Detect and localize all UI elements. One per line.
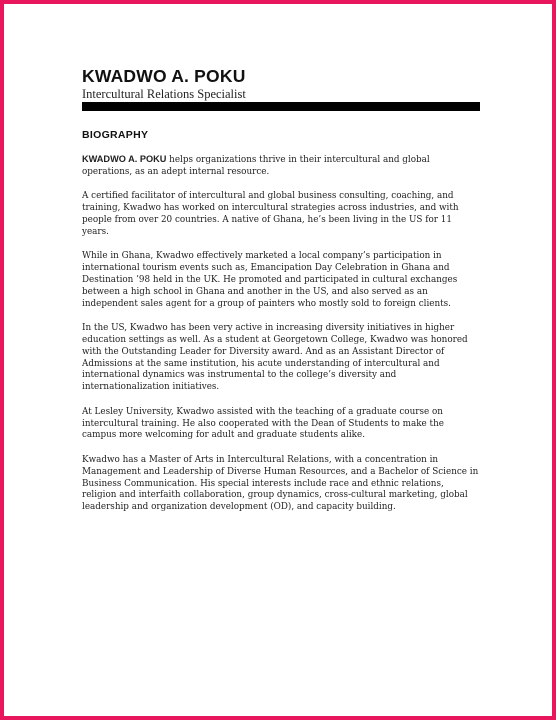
bio-paragraph-intro (82, 154, 480, 179)
section-heading-biography: BIOGRAPHY (82, 129, 149, 141)
bio-paragraph: While in Ghana, Kwadwo effectively marketed a local company’s participation in international tourism events such as, Emancipation Day Celebration in Ghana and Destination ’98 held in the UK. He promoted and participated in cultural exchanges between a high school in Ghana and another in the US, and also served as an independent sales agent for a group of painters who mostly sold to foreign clients. (82, 251, 458, 309)
bio-lead-name: KWADWO A. POKU (82, 154, 167, 164)
bio-paragraph: A certified facilitator of intercultural and global business consulting, coaching, and training, Kwadwo has worked on intercultural strategies across industries, and with people from over 20 countries. A native of Ghana, he’s been living in the US for 11 years. (82, 191, 459, 237)
bio-paragraph: Kwadwo has a Master of Arts in Intercultural Relations, with a concentration in Management and Leadership of Diverse Human Resources, and a Bachelor of Science in Business Communication. His special interests include race and ethnic relations, religion and interfaith collaboration, group dynamics, cross-cultural marketing, global leadership and organization development (OD), and capacity building. (82, 454, 479, 513)
bio-paragraph: At Lesley University, Kwadwo assisted with the teaching of a graduate course on intercultural training. He also cooperated with the Dean of Students to make the campus more welcoming for adult and graduate students alike. (82, 406, 444, 441)
person-name: KWADWO A. POKU (82, 66, 246, 86)
bio-paragraph: In the US, Kwadwo has been very active in increasing diversity initiatives in higher education settings as well. As a student at Georgetown College, Kwadwo was honored with the Outstanding Leader for Diversity award. And as an Assistant Director of Admissions at the same institution, his acute understanding of intercultural and international dynamics was instrumental to the college’s diversity and internationalization initiatives. (82, 323, 468, 393)
job-title: Intercultural Relations Specialist (82, 87, 246, 101)
header-rule (82, 102, 480, 111)
document-page (82, 66, 480, 527)
bio-lead-text: helps organizations thrive in their intercultural and global operations, as an adept internal resource. (82, 155, 430, 177)
